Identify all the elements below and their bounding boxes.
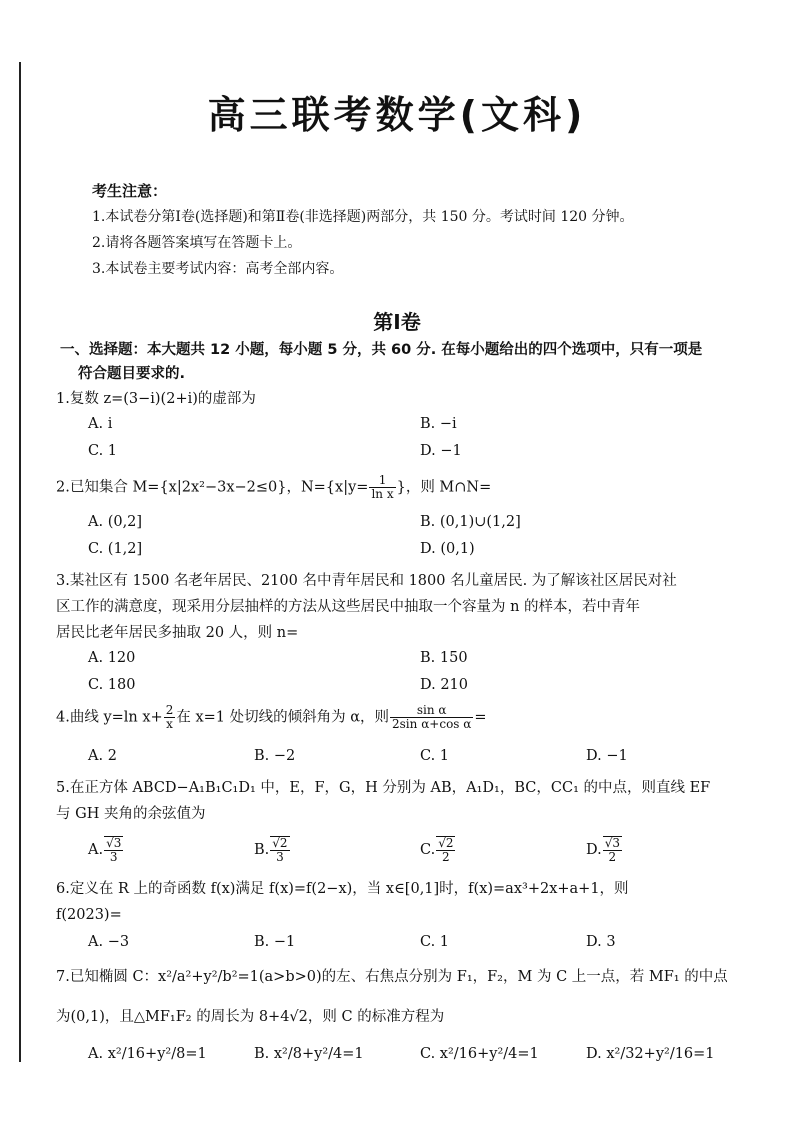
q1-option-b: B. −i <box>420 416 457 432</box>
q1-option-c: C. 1 <box>88 443 118 459</box>
margin-rule <box>19 62 21 1062</box>
section-line: 一、选择题：本大题共 12 小题，每小题 5 分，共 60 分. 在每小题给出的四个选项中，只有一项是 <box>60 342 703 358</box>
q2-option-d: D. (0,1) <box>420 541 475 557</box>
term-2: y²/16 <box>655 1046 694 1062</box>
q5-option-c <box>420 836 456 864</box>
question-6-stem <box>56 876 746 928</box>
equals-one: =1 <box>517 1046 539 1062</box>
q1-option-a: A. i <box>88 416 113 432</box>
q5-option-d <box>586 836 623 864</box>
q4-option-c: C. 1 <box>420 748 450 764</box>
term-2: y²/8 <box>157 1046 186 1062</box>
section-line: 符合题目要求的. <box>78 366 186 382</box>
section-instructions <box>60 338 740 386</box>
q7-line: 7.已知椭圆 C：x²/a²+y²/b²=1(a>b>0)的左、右焦点分别为 F₁，F₂，M 为 C 上一点，若 MF₁ 的中点 <box>56 969 728 985</box>
frac-den: 2 <box>442 850 450 864</box>
option-letter: D. <box>586 842 602 858</box>
q4-option-b: B. −2 <box>254 748 296 764</box>
q2-stem-pre: 2.已知集合 M={x|2x²−3x−2≤0}，N={x|y= <box>56 479 369 496</box>
q4-stem-mid: 在 x=1 处切线的倾斜角为 α，则 <box>176 709 390 726</box>
question-7-stem <box>56 964 746 1030</box>
frac-den: 3 <box>276 850 284 864</box>
q4-option-a: A. 2 <box>88 748 117 764</box>
q4-frac2-den: 2sin α+cos α <box>392 717 472 731</box>
q3-line: 居民比老年居民多抽取 20 人，则 n= <box>56 625 299 641</box>
question-2-stem <box>56 474 746 501</box>
q4-frac1-num: 2 <box>165 703 174 717</box>
q7-option-c: C. x²/16+y²/4=1 <box>420 1046 539 1062</box>
option-letter: B. <box>254 1046 270 1062</box>
equals-one: =1 <box>693 1046 715 1062</box>
q6-option-d: D. 3 <box>586 934 616 950</box>
q4-fraction-1 <box>164 704 176 731</box>
notice-heading: 考生注意： <box>92 182 168 200</box>
q4-option-d: D. −1 <box>586 748 628 764</box>
q6-option-b: B. −1 <box>254 934 296 950</box>
q6-option-a: A. −3 <box>88 934 130 950</box>
q7-line: 为(0,1)，且△MF₁F₂ 的周长为 8+4√2，则 C 的标准方程为 <box>56 1009 445 1025</box>
q6-option-c: C. 1 <box>420 934 450 950</box>
option-letter: A. <box>88 1046 104 1062</box>
q4-frac1-den: x <box>166 717 173 731</box>
q2-option-a: A. (0,2] <box>88 514 143 530</box>
frac-den: 3 <box>109 850 118 864</box>
q5-option-a <box>88 836 124 864</box>
option-letter: B. <box>254 842 270 858</box>
option-letter: C. <box>420 1046 436 1062</box>
term-1: x²/32 <box>606 1046 644 1062</box>
q3-option-c: C. 180 <box>88 677 136 693</box>
q4-frac2-num: sin α <box>390 704 473 718</box>
q4-stem-post: = <box>474 709 487 726</box>
q3-option-d: D. 210 <box>420 677 469 693</box>
q1-option-d: D. −1 <box>420 443 462 459</box>
frac-den: 2 <box>608 850 617 864</box>
term-1: x²/16 <box>439 1046 478 1062</box>
q2-option-b: B. (0,1)∪(1,2] <box>420 514 521 530</box>
question-4-stem <box>56 704 746 731</box>
q2-stem-post: }，则 M∩N= <box>396 479 492 496</box>
candidate-notice <box>92 178 634 282</box>
option-fraction <box>603 836 622 864</box>
q5-option-b <box>254 836 291 864</box>
q4-stem-pre: 4.曲线 y=ln x+ <box>56 709 163 726</box>
q6-line: f(2023)= <box>56 907 122 923</box>
q2-frac-den: ln x <box>371 487 394 501</box>
q7-option-d: D. x²/32+y²/16=1 <box>586 1046 715 1062</box>
question-5-stem <box>56 775 746 827</box>
option-fraction <box>436 836 455 864</box>
frac-num: √3 <box>604 836 620 850</box>
term-1: x²/8 <box>273 1046 302 1062</box>
notice-item: 2.请将各题答案填写在答题卡上。 <box>92 235 302 251</box>
q5-line: 与 GH 夹角的余弦值为 <box>56 806 206 822</box>
q3-line: 3.某社区有 1500 名老年居民、2100 名中青年居民和 1800 名儿童居民. 为了解该社区居民对社 <box>56 573 677 589</box>
frac-num: √2 <box>272 836 288 850</box>
q7-option-b: B. x²/8+y²/4=1 <box>254 1046 364 1062</box>
q2-option-c: C. (1,2] <box>88 541 143 557</box>
equals-one: =1 <box>185 1046 207 1062</box>
term-2: y²/4 <box>489 1046 518 1062</box>
exam-title: 高三联考数学(文科) <box>207 93 587 137</box>
q3-option-a: A. 120 <box>88 650 136 666</box>
q6-line: 6.定义在 R 上的奇函数 f(x)满足 f(x)=f(2−x)，当 x∈[0,1]时，f(x)=ax³+2x+a+1，则 <box>56 881 629 897</box>
frac-num: √3 <box>106 836 122 850</box>
equals-one: =1 <box>342 1046 364 1062</box>
volume-heading: 第Ⅰ卷 <box>373 310 421 334</box>
option-letter: D. <box>586 1046 602 1062</box>
option-letter: A. <box>88 842 104 858</box>
q5-line: 5.在正方体 ABCD−A₁B₁C₁D₁ 中，E，F，G，H 分别为 AB，A₁D₁，BC，CC₁ 的中点，则直线 EF <box>56 780 711 796</box>
notice-item: 3.本试卷主要考试内容：高考全部内容。 <box>92 261 344 277</box>
question-1-stem: 1.复数 z=(3−i)(2+i)的虚部为 <box>56 391 256 407</box>
term-1: x²/16 <box>107 1046 146 1062</box>
q4-fraction-2 <box>390 704 473 731</box>
term-2: y²/4 <box>314 1046 343 1062</box>
option-letter: C. <box>420 842 436 858</box>
question-3-stem <box>56 568 746 646</box>
option-fraction <box>104 836 123 864</box>
option-fraction <box>270 836 289 864</box>
notice-item: 1.本试卷分第Ⅰ卷(选择题)和第Ⅱ卷(非选择题)两部分，共 150 分。考试时间 120 分钟。 <box>92 209 634 225</box>
frac-num: √2 <box>438 836 454 850</box>
q2-frac-num: 1 <box>369 474 395 488</box>
q3-option-b: B. 150 <box>420 650 468 666</box>
q2-fraction <box>369 474 395 501</box>
q7-option-a: A. x²/16+y²/8=1 <box>88 1046 207 1062</box>
q3-line: 区工作的满意度，现采用分层抽样的方法从这些居民中抽取一个容量为 n 的样本，若中青年 <box>56 599 641 615</box>
